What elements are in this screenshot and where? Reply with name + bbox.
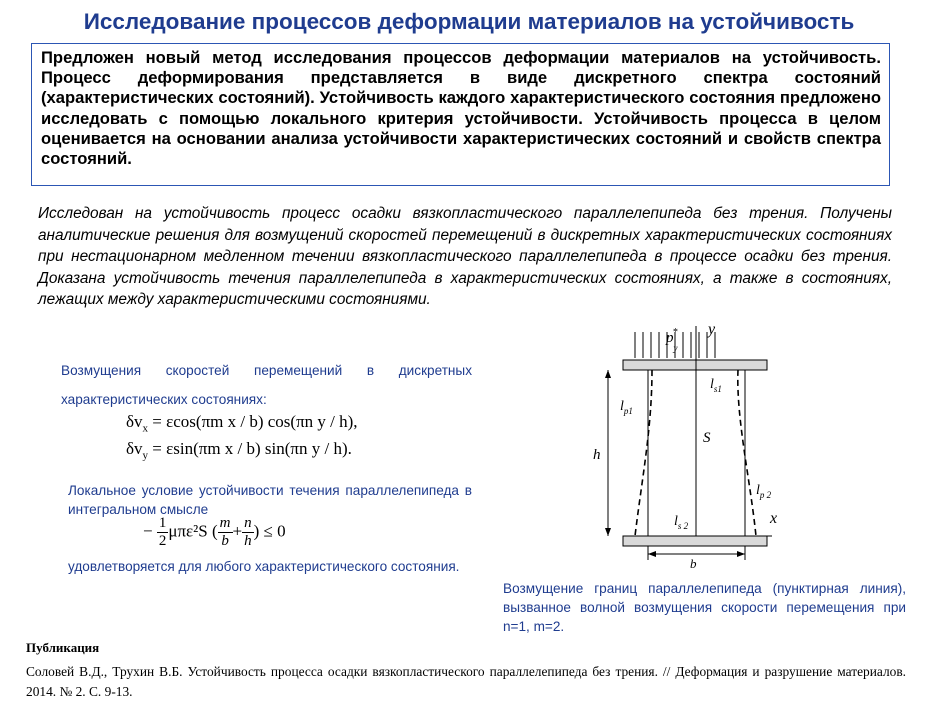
perturbed-right-boundary (738, 370, 756, 536)
publication-reference: Соловей В.Д., Трухин В.Б. Устойчивость процесса осадки вязкопластического параллелепипеда без трения. // Деформация и разрушение материалов. 2014. № 2. С. 9-13. (26, 664, 906, 699)
h-label: h (593, 447, 601, 463)
publication-heading: Публикация (26, 640, 100, 655)
y-axis-label: y (708, 321, 716, 338)
S-label: S (703, 430, 711, 446)
ls2-label: $l_{s 2}$ (674, 514, 689, 531)
x-axis-label: x (770, 510, 778, 527)
formula-dvy (126, 439, 352, 461)
criterion-half-num: 1 (158, 515, 167, 531)
criterion-body: μπε²S ( (168, 521, 218, 541)
study-paragraph: Исследован на устойчивость процесс осадки вязкопластического параллелепипеда без трения. Получены аналитические решения для возмущений скоростей перемещений в дискретных характеристических состояниях при нестационарном медленном течении вязкопластического параллелепипеда в процессе осадки без трения. Доказана устойчивость течения параллелепипеда в характеристических состояниях, а также в состояниях, лежащих между характеристическими состояниями. (38, 205, 892, 309)
figure-caption: Возмущение границ параллелепипеда (пунктирная линия), вызванное волной возмущения скорости перемещения при n=1, m=2. (503, 581, 906, 634)
criterion-plus: + (232, 521, 243, 541)
criterion-tail: ) ≤ 0 (253, 521, 286, 541)
formula-dvy-lhs: δv (126, 439, 143, 458)
abstract-box: Предложен новый метод исследования процессов деформации материалов на устойчивость. Процесс деформирования представляется в виде дискретного спектра состояний (характеристических состояний). Устойчивость каждого характеристического состояния предложено исследовать с помощью локального критерия устойчивости. Устойчивость процесса в целом оценивается на основании анализа устойчивости характеристических состояний и свойств спектра состояний. (31, 43, 890, 186)
formula-dvy-sub: y (142, 449, 149, 462)
criterion-h: h (244, 533, 252, 549)
criterion-minus: − (143, 521, 153, 541)
local-condition-label: Локальное условие устойчивости течения параллелепипеда в интегральном смысле (68, 483, 472, 517)
criterion-half (157, 515, 169, 550)
criterion-b: b (221, 533, 229, 549)
formula-dvy-rhs: = εsin(πm x / b) sin(πn y / h). (148, 439, 352, 458)
b-label: b (690, 556, 697, 571)
criterion-n-over-h (242, 515, 254, 550)
formula-dvx-rhs: = εcos(πm x / b) cos(πn y / h), (148, 412, 358, 431)
criterion-half-den: 2 (158, 533, 167, 549)
h-arrow-bottom (605, 528, 611, 536)
page-title: Исследование процессов деформации материалов на устойчивость (83, 9, 855, 34)
perturbation-label: Возмущения скоростей перемещений в дискретных характеристических состояниях: (61, 363, 472, 407)
ls1-label: $l_{s1}$ (710, 377, 722, 394)
criterion-m-over-b (218, 515, 233, 550)
lp1-label: $l_{p1}$ (620, 399, 633, 416)
h-arrow-top (605, 370, 611, 378)
parallelepiped-diagram (560, 318, 790, 580)
stability-criterion (143, 515, 286, 550)
lp2-label: $l_{p 2}$ (756, 483, 772, 500)
criterion-m: m (219, 515, 231, 531)
formula-dvx-sub: x (142, 422, 149, 435)
formula-dvx (126, 412, 358, 434)
satisfied-label: удовлетворяется для любого характеристического состояния. (68, 559, 460, 574)
top-plate (623, 360, 767, 370)
b-arrow-right (737, 551, 745, 557)
load-label: $p_y*$ (666, 327, 678, 353)
b-arrow-left (648, 551, 656, 557)
criterion-n: n (244, 515, 252, 531)
formula-dvx-lhs: δv (126, 412, 143, 431)
bottom-plate (623, 536, 767, 546)
perturbed-left-boundary (635, 370, 652, 536)
